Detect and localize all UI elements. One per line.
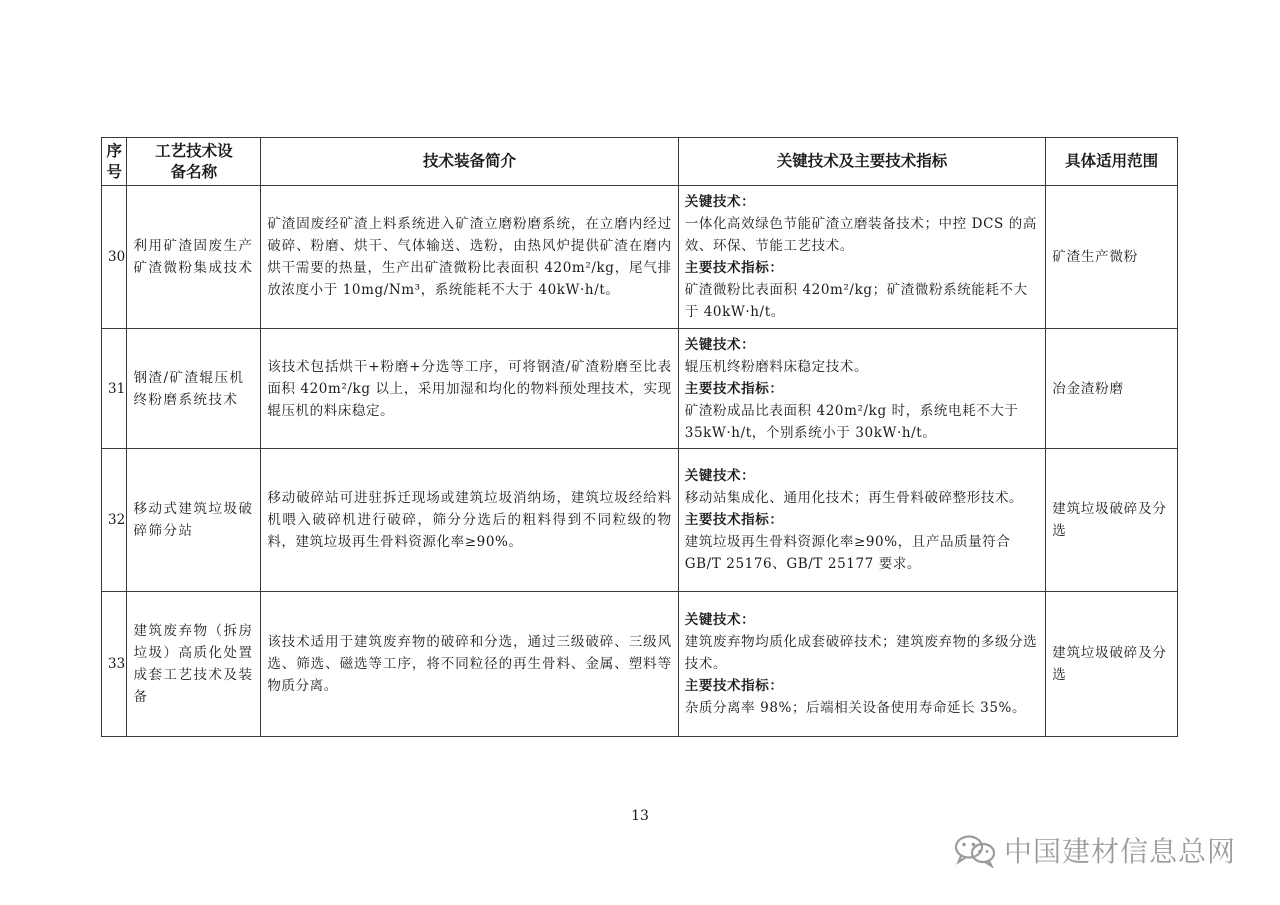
table-header-row [102, 138, 1178, 186]
technology-table [101, 137, 1178, 737]
indicators-label: 主要技术指标： [684, 380, 784, 397]
technology-intro: 该技术包括烘干+粉磨+分选等工序，可将钢渣/矿渣粉磨至比表面积 420m²/kg 以上，采用加湿和均化的物料预处理技术，实现辊压机的料床稳定。 [261, 329, 678, 449]
key-tech-text: 一体化高效绿色节能矿渣立磨装备技术；中控 DCS 的高效、环保、节能工艺技术。 [684, 216, 1037, 254]
key-tech-label: 关键技术： [684, 336, 756, 353]
row-number: 31 [102, 329, 127, 449]
application-range: 建筑垃圾破碎及分选 [1046, 592, 1178, 737]
application-range: 冶金渣粉磨 [1046, 329, 1178, 449]
table-row [102, 186, 1178, 329]
key-tech-text: 移动站集成化、通用化技术；再生骨料破碎整形技术。 [684, 490, 1024, 506]
technology-name: 利用矿渣固废生产矿渣微粉集成技术 [127, 186, 261, 329]
indicators-label: 主要技术指标： [684, 260, 784, 276]
technology-intro: 移动破碎站可进驻拆迁现场或建筑垃圾消纳场，建筑垃圾经给料机喂入破碎机进行破碎，筛分分选后的粗料得到不同粒级的物料，建筑垃圾再生骨料资源化率≥90%。 [261, 449, 678, 592]
key-tech-text: 建筑废弃物均质化成套破碎技术；建筑废弃物的多级分选技术。 [684, 634, 1038, 672]
key-technology-cell [678, 329, 1046, 449]
indicators-text: 矿渣微粉比表面积 420m²/kg；矿渣微粉系统能耗不大于 40kW·h/t。 [684, 282, 1028, 320]
technology-name: 移动式建筑垃圾破碎筛分站 [127, 449, 261, 592]
application-range: 建筑垃圾破碎及分选 [1046, 449, 1178, 592]
header-no-text: 序号 [106, 141, 122, 181]
key-tech-text: 辊压机终粉磨料床稳定技术。 [684, 358, 869, 375]
indicators-text: 矿渣粉成品比表面积 420m²/kg 时，系统电耗不大于 35kW·h/t，个别系统小于 30kW·h/t。 [684, 402, 1019, 441]
row-number: 33 [102, 592, 127, 737]
header-no [102, 138, 127, 186]
key-tech-label: 关键技术： [684, 194, 756, 210]
key-technology-cell [678, 592, 1046, 737]
header-key: 关键技术及主要技术指标 [678, 138, 1046, 186]
technology-name: 建筑废弃物（拆房垃圾）高质化处置成套工艺技术及装备 [127, 592, 261, 737]
header-intro: 技术装备简介 [261, 138, 678, 186]
watermark-text: 中国建材信息总网 [1003, 835, 1236, 868]
header-name [127, 138, 261, 186]
technology-intro: 该技术适用于建筑废弃物的破碎和分选，通过三级破碎、三级风选、筛选、磁选等工序，将不同粒径的再生骨料、金属、塑料等物质分离。 [261, 592, 678, 737]
key-tech-label: 关键技术： [684, 468, 756, 484]
table-row [102, 592, 1178, 737]
indicators-text: 杂质分离率 98%；后端相关设备使用寿命延长 35%。 [684, 700, 1027, 716]
technology-name: 钢渣/矿渣辊压机终粉磨系统技术 [127, 329, 261, 449]
watermark [952, 830, 1236, 870]
row-number: 32 [102, 449, 127, 592]
indicators-text: 建筑垃圾再生骨料资源化率≥90%，且产品质量符合 GB/T 25176、GB/T 25177 要求。 [684, 534, 1011, 572]
indicators-label: 主要技术指标： [684, 678, 784, 694]
technology-intro: 矿渣固废经矿渣上料系统进入矿渣立磨粉磨系统，在立磨内经过破碎、粉磨、烘干、气体输送、选粉，由热风炉提供矿渣在磨内烘干需要的热量，生产出矿渣微粉比表面积 420m²/kg，尾气排放浓度小于 10mg/Nm³，系统能耗不大于 40kW·h/t。 [261, 186, 678, 329]
table-row [102, 449, 1178, 592]
key-tech-label: 关键技术： [684, 612, 756, 628]
table-row [102, 329, 1178, 449]
application-range: 矿渣生产微粉 [1046, 186, 1178, 329]
key-technology-cell [678, 449, 1046, 592]
header-name-text: 工艺技术设备名称 [155, 141, 233, 181]
key-technology-cell [678, 186, 1046, 329]
indicators-label: 主要技术指标： [684, 512, 784, 528]
header-range: 具体适用范围 [1046, 138, 1178, 186]
wechat-logo-icon [952, 832, 998, 868]
page-number: 13 [631, 808, 649, 824]
row-number: 30 [102, 186, 127, 329]
